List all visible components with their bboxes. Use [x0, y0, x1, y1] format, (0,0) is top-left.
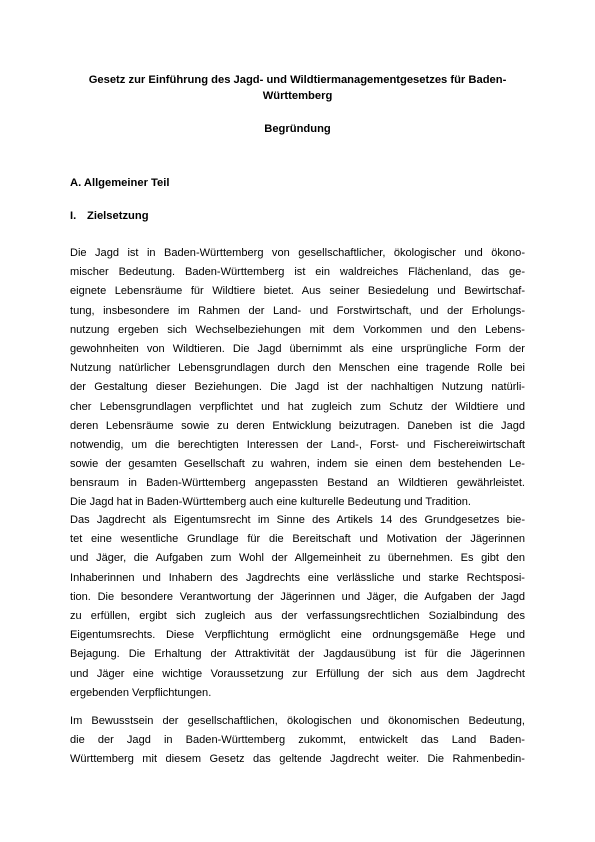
text-line: die der Jagd in Baden-Württemberg zukommt, entwickelt das Land Baden- [70, 734, 525, 747]
text-line: Das Jagdrecht als Eigentumsrecht im Sinne des Artikels 14 des Grundgesetzes bie- [70, 514, 525, 526]
text-line: gewohnheiten von Wildtieren. Die Jagd übernimmt als eine ursprüngliche Form der [70, 342, 525, 355]
document-title: Gesetz zur Einführung des Jagd- und Wildtiermanagementgesetzes für Baden-Württemberg [88, 74, 507, 102]
text-line: Nutzung natürlicher Lebensgrundlagen durch den Menschen eine tragende Rolle bei [70, 362, 525, 375]
text-line: tet eine wesentliche Grundlage für die Bereitschaft und Motivation der Jägerinnen [70, 533, 525, 546]
text-line: Im Bewusstsein der gesellschaftlichen, ökologischen und ökonomischen Bedeutung, [70, 715, 525, 727]
text-line: mischer Bedeutung. Baden-Württemberg ist ein waldreiches Flächenland, das ge- [70, 266, 525, 279]
text-line: notwendig, um die berechtigten Interessen der Land-, Forst- und Fischereiwirtschaft [70, 438, 525, 451]
text-line: Württemberg mit diesem Gesetz das geltende Jagdrecht weiter. Die Rahmenbedin- [70, 753, 525, 766]
document-subtitle: Begründung [264, 123, 331, 135]
text-line: ergebenden Verpflichtungen. [70, 686, 212, 699]
section-heading: A. Allgemeiner Teil [70, 177, 170, 189]
text-line: Die Jagd ist in Baden-Württemberg von gesellschaftlicher, ökologischer und ökono- [70, 247, 525, 259]
subsection-title: Zielsetzung [87, 210, 149, 222]
text-line: zu erfüllen, ergibt sich zugleich aus der verfassungsrechtlichen Sozialbindung des [70, 609, 525, 622]
text-line: sowie der gesamten Gesellschaft zu wahren, indem sie einen dem bestehenden Le- [70, 458, 525, 471]
text-line: Die Jagd hat in Baden-Württemberg auch eine kulturelle Bedeutung und Tradition. [70, 496, 472, 509]
subsection-number: I. [70, 210, 77, 222]
text-line: nutzung ergeben sich Wechselbeziehungen mit dem Vorkommen und den Lebens- [70, 323, 525, 336]
text-line: deren Lebensräume sowie zu deren Entwicklung beizutragen. Daneben ist die Jagd [70, 419, 525, 432]
text-line: und Jäger eine wichtige Voraussetzung zur Erfüllung der sich aus dem Jagdrecht [70, 667, 525, 680]
text-line: und Jäger, die Aufgaben zum Wohl der Allgemeinheit zu übernehmen. Es gibt den [70, 552, 525, 565]
paragraph [70, 511, 525, 703]
text-line: eignete Lebensräume für Wildtiere bietet. Aus seiner Besiedelung und Bewirtschaf- [70, 285, 525, 298]
text-line: Inhaberinnen und Inhabern des Jagdrechts eine verlässliche und starke Rechtsposi- [70, 571, 525, 584]
subsection-heading [70, 208, 149, 224]
paragraph [70, 712, 525, 770]
paragraph [70, 244, 525, 513]
text-line: cher Lebensgrundlagen verpflichtet und hat zugleich zum Schutz der Wildtiere und [70, 400, 525, 413]
text-line: Eigentumsrechts. Diese Verpflichtung ermöglicht eine ordnungsgemäße Hege und [70, 629, 525, 642]
text-line: der Gestaltung dieser Beziehungen. Die Jagd ist der nachhaltigen Nutzung natürli- [70, 381, 525, 394]
text-line: tung, insbesondere im Rahmen der Land- und Forstwirtschaft, und der Erholungs- [70, 304, 525, 317]
text-line: tion. Die besondere Verantwortung der Jägerinnen und Jäger, die Aufgaben der Jagd [70, 590, 525, 603]
text-line: bensraum in Baden-Württemberg angepassten Bestand an Wildtieren gewährleistet. [70, 477, 525, 490]
text-line: Bejagung. Die Erhaltung der Attraktivität der Jagdausübung ist für die Jägerinnen [70, 648, 525, 661]
